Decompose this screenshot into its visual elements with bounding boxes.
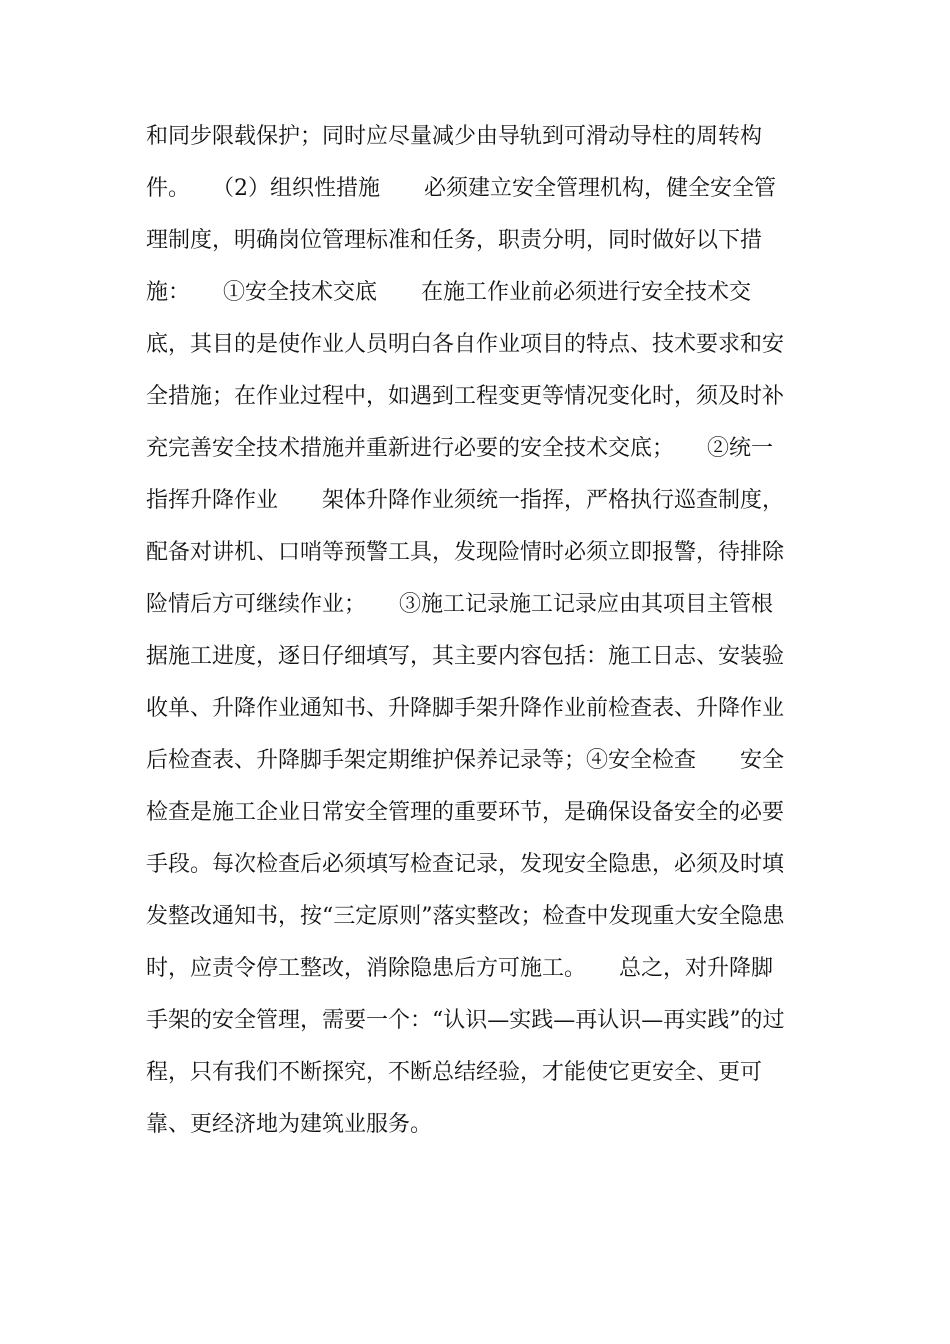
text-line: 后检查表、升降脚手架定期维护保养记录等；④安全检查 安全 (146, 748, 785, 773)
text-line: 底，其目的是使作业人员明白各自作业项目的特点、技术要求和安 (146, 332, 785, 357)
text-line: 理制度，明确岗位管理标准和任务，职责分明，同时做好以下措 (146, 228, 763, 253)
text-line: 据施工进度，逐日仔细填写，其主要内容包括：施工日志、安装验 (146, 644, 785, 669)
text-line: 发整改通知书，按“三定原则”落实整改；检查中发现重大安全隐患 (146, 904, 785, 929)
text-line: 全措施；在作业过程中，如遇到工程变更等情况变化时，须及时补 (146, 384, 785, 409)
text-line: 和同步限载保护；同时应尽量减少由导轨到可滑动导柱的周转构 (146, 124, 763, 149)
text-line: 件。 （2）组织性措施 必须建立安全管理机构，健全安全管 (146, 176, 776, 201)
body-text (146, 117, 826, 1157)
text-line: 充完善安全技术措施并重新进行必要的安全技术交底； ②统一 (146, 436, 774, 461)
text-line: 程，只有我们不断探究，不断总结经验，才能使它更安全、更可 (146, 1060, 763, 1085)
text-line: 检查是施工企业日常安全管理的重要环节，是确保设备安全的必要 (146, 800, 785, 825)
text-line: 险情后方可继续作业； ③施工记录施工记录应由其项目主管根 (146, 592, 774, 617)
text-line: 手段。每次检查后必须填写检查记录，发现安全隐患，必须及时填 (146, 852, 785, 877)
text-line: 靠、更经济地为建筑业服务。 (146, 1112, 433, 1137)
text-line: 施： ①安全技术交底 在施工作业前必须进行安全技术交 (146, 280, 752, 305)
text-line: 时，应责令停工整改，消除隐患后方可施工。 总之，对升降脚 (146, 956, 774, 981)
text-line: 配备对讲机、口哨等预警工具，发现险情时必须立即报警，待排除 (146, 540, 785, 565)
text-line: 指挥升降作业 架体升降作业须统一指挥，严格执行巡查制度， (146, 488, 785, 513)
text-line: 手架的安全管理，需要一个：“认识—实践—再认识—再实践”的过 (146, 1008, 785, 1033)
text-line: 收单、升降作业通知书、升降脚手架升降作业前检查表、升降作业 (146, 696, 785, 721)
